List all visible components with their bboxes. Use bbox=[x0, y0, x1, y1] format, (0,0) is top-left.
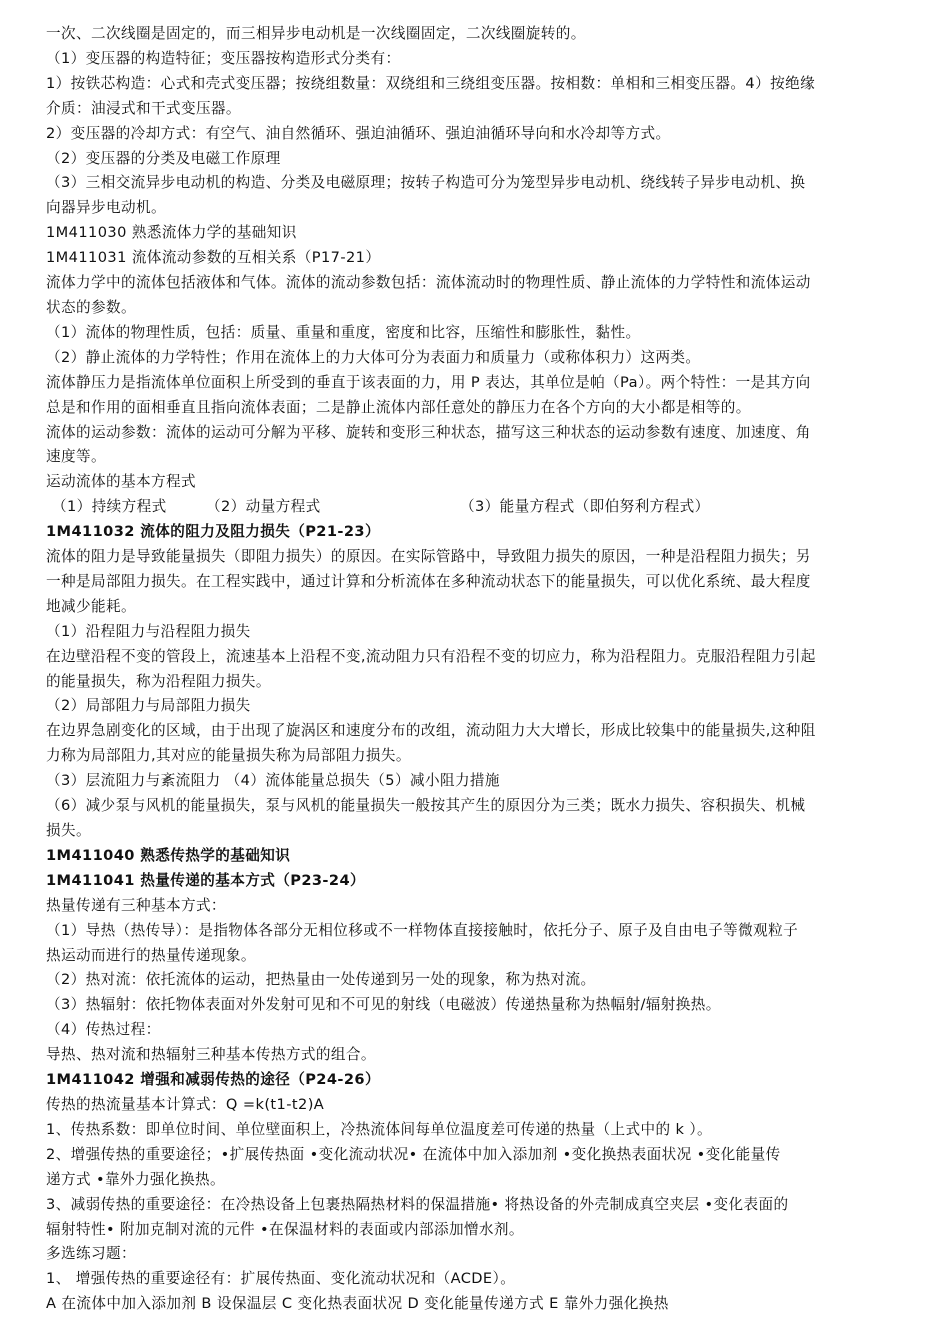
text-line: （3）热辐射：依托物体表面对外发射可见和不可见的射线（电磁波）传递热量称为热幅射/辐射换热。 bbox=[46, 996, 721, 1014]
text-line: （3）三相交流异步电动机的构造、分类及电磁原理；按转子构造可分为笼型异步电动机、绕线转子异步电动机、换 bbox=[46, 174, 806, 192]
text-line: A 在流体中加入添加剂 B 设保温层 C 变化热表面状况 D 变化能量传递方式 E 靠外力强化换热 bbox=[46, 1295, 669, 1313]
text-line: 1M411032 流体的阻力及阻力损失（P21-23） bbox=[46, 523, 380, 541]
text-line: 总是和作用的面相垂直且指向流体表面；二是静止流体内部任意处的静压力在各个方向的大小都是相等的。 bbox=[46, 398, 751, 416]
equations-row bbox=[46, 495, 905, 520]
text-line: 介质：油浸式和干式变压器。 bbox=[46, 99, 241, 117]
text-line: 流体静压力是指流体单位面积上所受到的垂直于该表面的力，用 P 表达，其单位是帕（Pa）。两个特性：一是其方向 bbox=[46, 373, 811, 391]
equation-momentum: （2）动量方程式 bbox=[206, 498, 321, 516]
text-line: 导热、热对流和热辐射三种基本传热方式的组合。 bbox=[46, 1046, 376, 1064]
text-line: 流体力学中的流体包括液体和气体。流体的流动参数包括：流体流动时的物理性质、静止流体的力学特性和流体运动 bbox=[46, 274, 811, 292]
text-line: 力称为局部阻力,其对应的能量损失称为局部阻力损失。 bbox=[46, 747, 411, 765]
text-line: （1）沿程阻力与沿程阻力损失 bbox=[46, 622, 251, 640]
text-line: 递方式 •靠外力强化换热。 bbox=[46, 1170, 225, 1188]
equation-energy: （3）能量方程式（即伯努利方程式） bbox=[460, 498, 710, 516]
text-line: 3、减弱传热的重要途径：在冷热设备上包裹热隔热材料的保温措施• 将热设备的外壳制成真空夹层 •变化表面的 bbox=[46, 1195, 789, 1213]
text-line: 地减少能耗。 bbox=[46, 597, 136, 615]
text-line: 1）按铁芯构造：心式和壳式变压器；按绕组数量：双绕组和三绕组变压器。按相数：单相和三相变压器。4）按绝缘 bbox=[46, 74, 816, 92]
text-line: 传热的热流量基本计算式：Q =k(t1-t2)A bbox=[46, 1095, 325, 1113]
text-line: 损失。 bbox=[46, 822, 91, 839]
text-line: 1、 增强传热的重要途径有：扩展传热面、变化流动状况和（ACDE）。 bbox=[46, 1270, 516, 1288]
text-line: 2、增强传热的重要途径；•扩展传热面 •变化流动状况• 在流体中加入添加剂 •变化换热表面状况 •变化能量传 bbox=[46, 1145, 781, 1163]
text-block-transformers-fluids bbox=[46, 22, 905, 495]
text-line: 1M411040 熟悉传热学的基础知识 bbox=[46, 846, 291, 864]
text-line: 流体的阻力是导致能量损失（即阻力损失）的原因。在实际管路中，导致阻力损失的原因，一种是沿程阻力损失；另 bbox=[46, 548, 811, 566]
text-line: 1、传热系数：即单位时间、单位壁面积上，冷热流体间每单位温度差可传递的热量（上式中的 k ）。 bbox=[46, 1120, 713, 1138]
text-line: 1M411042 增强和减弱传热的途径（P24-26） bbox=[46, 1071, 380, 1089]
text-line: （1）流体的物理性质，包括：质量、重量和重度，密度和比容，压缩性和膨胀性，黏性。 bbox=[46, 323, 641, 341]
text-line: （2）变压器的分类及电磁工作原理 bbox=[46, 149, 281, 167]
text-line: （1）变压器的构造特征；变压器按构造形式分类有： bbox=[46, 49, 401, 67]
text-line: 多选练习题： bbox=[46, 1245, 136, 1263]
text-line: 一种是局部阻力损失。在工程实践中，通过计算和分析流体在多种流动状态下的能量损失，可以优化系统、最大程度 bbox=[46, 572, 811, 590]
equation-continuity: （1）持续方程式 bbox=[52, 498, 167, 516]
text-line: 流体的运动参数：流体的运动可分解为平移、旋转和变形三种状态，描写这三种状态的运动参数有速度、加速度、角 bbox=[46, 423, 811, 441]
text-line: 在边壁沿程不变的管段上，流速基本上沿程不变,流动阻力只有沿程不变的切应力，称为沿程阻力。克服沿程阻力引起 bbox=[46, 647, 816, 665]
text-line: （1）导热（热传导）：是指物体各部分无相位移或不一样物体直接接触时，依托分子、原子及自由电子等微观粒子 bbox=[46, 921, 799, 939]
text-line: 1M411031 流体流动参数的互相关系（P17-21） bbox=[46, 249, 381, 267]
text-line: （2）静止流体的力学特性；作用在流体上的力大体可分为表面力和质量力（或称体积力）这两类。 bbox=[46, 348, 701, 366]
text-line: （6）减少泵与风机的能量损失，泵与风机的能量损失一般按其产生的原因分为三类；既水力损失、容积损失、机械 bbox=[46, 797, 806, 815]
text-line: （3）层流阻力与紊流阻力 （4）流体能量总损失（5）减小阻力措施 bbox=[46, 772, 500, 790]
text-line: 状态的参数。 bbox=[46, 298, 136, 316]
text-line: 辐射特性• 附加克制对流的元件 •在保温材料的表面或内部添加憎水剂。 bbox=[46, 1220, 524, 1238]
text-line: （2）热对流：依托流体的运动，把热量由一处传递到另一处的现象，称为热对流。 bbox=[46, 971, 596, 989]
text-line: 热运动而进行的热量传递现象。 bbox=[46, 946, 256, 964]
text-line: 速度等。 bbox=[46, 448, 106, 466]
text-line: 的能量损失，称为沿程阻力损失。 bbox=[46, 672, 271, 690]
text-line: 1M411030 熟悉流体力学的基础知识 bbox=[46, 224, 297, 242]
text-line: （2）局部阻力与局部阻力损失 bbox=[46, 697, 251, 715]
text-line: 一次、二次线圈是固定的，而三相异步电动机是一次线圈固定，二次线圈旋转的。 bbox=[46, 25, 586, 42]
text-line: 2）变压器的冷却方式：有空气、油自然循环、强迫油循环、强迫油循环导向和水冷却等方式。 bbox=[46, 124, 671, 142]
text-line: 热量传递有三种基本方式： bbox=[46, 896, 226, 914]
text-line: （4）传热过程： bbox=[46, 1021, 161, 1039]
text-block-resistance-heat bbox=[46, 520, 905, 1317]
text-line: 运动流体的基本方程式 bbox=[46, 473, 196, 491]
text-line: 向器异步电动机。 bbox=[46, 199, 166, 217]
text-line: 在边界急剧变化的区域，由于出现了旋涡区和速度分布的改组，流动阻力大大增长，形成比较集中的能量损失,这种阻 bbox=[46, 722, 816, 740]
text-line: 1M411041 热量传递的基本方式（P23-24） bbox=[46, 871, 365, 889]
